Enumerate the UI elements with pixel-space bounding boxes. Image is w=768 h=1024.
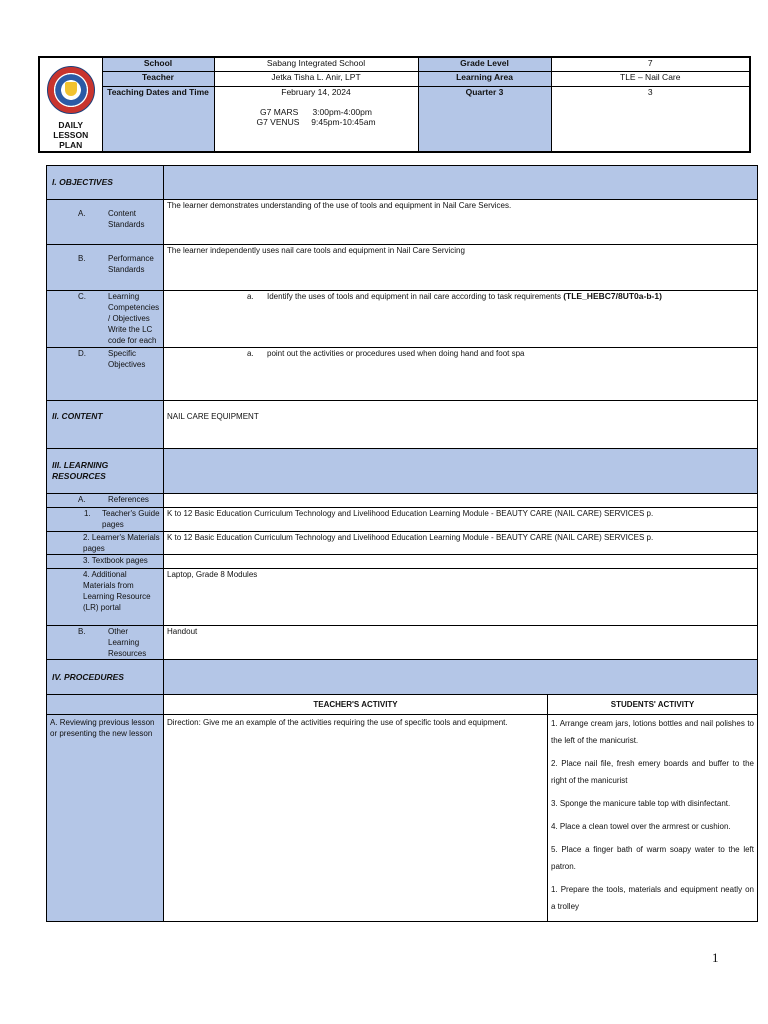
teachers-activity-header: TEACHER'S ACTIVITY [164, 695, 548, 715]
quarter-value: 3 [551, 87, 750, 152]
school-label: School [102, 57, 214, 71]
performance-standards-label: B. Performance Standards [47, 245, 164, 291]
reviewing-lesson-label: A. Reviewing previous lesson or presenting the new lesson [47, 715, 164, 922]
student-activity-item: 2. Place nail file, fresh emery boards and buffer to the right of the manicurist [551, 759, 754, 785]
teaching-dates-value [214, 87, 418, 152]
content-heading: II. CONTENT [47, 401, 164, 449]
reviewing-lesson-students [548, 715, 758, 922]
additional-materials-label: 4. Additional Materials from Learning Resource (LR) portal [47, 569, 164, 626]
textbook-pages-label: 3. Textbook pages [47, 555, 164, 569]
learning-resources-heading-fill [164, 449, 758, 494]
textbook-pages-value [164, 555, 758, 569]
student-activity-item: 1. Arrange cream jars, lotions bottles and nail polishes to the left of the manicurist. [551, 719, 754, 745]
grade-level-value: 7 [551, 57, 750, 71]
references-label: A. References [47, 494, 164, 508]
procedures-heading: IV. PROCEDURES [47, 660, 164, 695]
other-resources-value: Handout [164, 626, 758, 660]
student-activity-item: 5. Place a finger bath of warm soapy water to the left patron. [551, 845, 754, 871]
header-logo-cell [39, 57, 102, 152]
performance-standards-value: The learner independently uses nail care tools and equipment in Nail Care Servicing [164, 245, 758, 291]
grade-level-label: Grade Level [418, 57, 551, 71]
header-table [38, 56, 751, 153]
teacher-label: Teacher [102, 71, 214, 86]
schedule-row: G7 MARS 3:00pm-4:00pm [260, 107, 372, 118]
schedule-row: G7 VENUS 9:45pm-10:45am [256, 117, 376, 128]
additional-materials-value: Laptop, Grade 8 Modules [164, 569, 758, 626]
learning-competencies-label: C. Learning Competencies / Objectives Write the LC code for each [47, 291, 164, 348]
objectives-heading-fill [164, 166, 758, 200]
learning-competencies-value: a. Identify the uses of tools and equipment in nail care according to task requirements (TLE_HEBC7/8UT0a-b-1) [164, 291, 758, 348]
teaching-dates-label: Teaching Dates and Time [102, 87, 214, 152]
objectives-heading: I. OBJECTIVES [47, 166, 164, 200]
learners-materials-value: K to 12 Basic Education Curriculum Technology and Livelihood Education Learning Module - BEAUTY CARE (NAIL CARE) SERVICES p. [164, 532, 758, 555]
specific-objectives-value: a. point out the activities or procedures used when doing hand and foot spa [164, 348, 758, 401]
lc-code: (TLE_HEBC7/8UT0a-b-1) [563, 291, 662, 301]
reviewing-lesson-teacher: Direction: Give me an example of the activities requiring the use of specific tools and equipment. [164, 715, 548, 922]
learning-resources-heading: III. LEARNING RESOURCES [47, 449, 164, 494]
procedures-blank-label [47, 695, 164, 715]
quarter-label: Quarter 3 [418, 87, 551, 152]
learners-materials-label: 2. Learner's Materials pages [47, 532, 164, 555]
other-resources-label: B. Other Learning Resources [47, 626, 164, 660]
learning-area-value: TLE – Nail Care [551, 71, 750, 86]
content-standards-value: The learner demonstrates understanding of the use of tools and equipment in Nail Care Services. [164, 200, 758, 245]
content-value: NAIL CARE EQUIPMENT [164, 401, 758, 449]
page-number: 1 [712, 950, 719, 965]
teacher-value: Jetka Tisha L. Anir, LPT [214, 71, 418, 86]
specific-objectives-label: D. Specific Objectives [47, 348, 164, 401]
references-value [164, 494, 758, 508]
student-activity-item: 3. Sponge the manicure table top with disinfectant. [551, 799, 731, 808]
learning-area-label: Learning Area [418, 71, 551, 86]
daily-lesson-plan-title: DAILY LESSON PLAN [53, 120, 89, 150]
students-activity-header: STUDENTS' ACTIVITY [548, 695, 758, 715]
student-activity-item: 4. Place a clean towel over the armrest or cushion. [551, 822, 731, 831]
procedures-heading-fill [164, 660, 758, 695]
teachers-guide-label: 1. Teacher's Guide pages [47, 508, 164, 532]
lesson-plan-table [46, 165, 758, 922]
date-value: February 14, 2024 [281, 87, 351, 98]
student-activity-item: 1. Prepare the tools, materials and equipment neatly on a trolley [551, 885, 754, 911]
school-value: Sabang Integrated School [214, 57, 418, 71]
teachers-guide-value: K to 12 Basic Education Curriculum Technology and Livelihood Education Learning Module - BEAUTY CARE (NAIL CARE) SERVICES p. [164, 508, 758, 532]
deped-seal-icon [47, 66, 95, 114]
content-standards-label: A. Content Standards [47, 200, 164, 245]
